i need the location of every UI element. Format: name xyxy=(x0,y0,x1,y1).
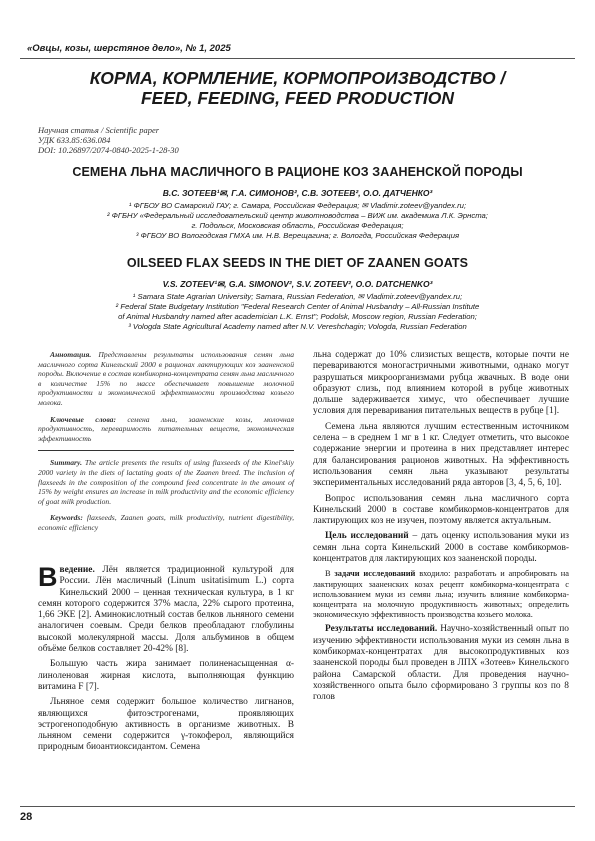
results-text: Научно-хозяйственный опыт по изучению эффективности использования муки из семян льна в комбикормах-концентратах для высокопродуктивных коз зааненской породы был проведен в ЛПХ «Зотеев» Кинельского района Самарской области. Для проведения научно-хозяйственного опыта было сформировано 3 группы коз по 8 голов xyxy=(313,624,569,703)
paragraph-selenium: Семена льна являются лучшим естественным источником селена – в среднем 1 мг в 1 кг. Следует отметить, что высокое содержание энергии и протеина в них представляет интерес для балансирования рационов животных. На эффективность использования семян льна указывают результаты экспериментальных исследований ряда авторов [3, 4, 5, 6, 10]. xyxy=(313,421,569,489)
paragraph-lignans: Льняное семя содержит большое количество лигнанов, являющихся фитоэстрогенами, проявляющих эстрогеноподобную активность в организме животных. В льняном семени содержится γ-токоферол, являющийся природным биоантиоксидантом. Семена xyxy=(38,697,294,753)
tasks-text: входило: разработать и апробировать на лактирующих зааненских козах рецепт комбикорма-концентрата с использованием муки из семян льна; изучить влияние комбикорма-концентрата на молочную продуктивность животных; определить экономическую эффективность производства козьего молока. xyxy=(313,569,569,620)
paragraph-mucus: льна содержат до 10% слизистых веществ, которые почти не перевариваются моногастричными животными, однако могут разрушаться микроорганизмами рубца жвачных. В воде они образуют слизь, под влиянием которой в рубце животных дольше задерживается химус, что обеспечивает лучшие условия для переваривания питательных веществ в рубце [1]. xyxy=(313,350,569,417)
article-meta xyxy=(38,125,179,155)
keywords-en-text: flaxseeds, Zaanen goats, milk productivity, nutrient digestibility, economic efficiency xyxy=(38,513,294,532)
intro-paragraph xyxy=(38,562,294,655)
abstract-block xyxy=(38,350,294,540)
affiliation-en-2a: ² Federal State Budgetary Institution "Federal Research Center of Animal Husbandry – All-Russian Institute xyxy=(115,302,480,311)
abstract-en-label: Summary. xyxy=(50,458,82,468)
keywords-en xyxy=(38,513,294,532)
affiliations-en xyxy=(30,292,565,332)
keywords-ru-text: семена льна, зааненские козы, молочная продуктивность, переваримость питательных веществ, экономическая эффективность xyxy=(38,414,294,443)
affiliation-ru-2a: ² ФГБНУ «Федеральный исследовательский центр животноводства – ВИЖ им. академика Л.К. Эрнста; xyxy=(107,211,488,220)
udk: УДК 633.85:636.084 xyxy=(38,135,111,145)
affiliation-ru-2b: г. Подольск, Московская область, Российская Федерация; xyxy=(191,221,404,230)
affiliation-en-3: ³ Vologda State Agricultural Academy named after N.V. Vereshchagin; Vologda, Russian Federation xyxy=(128,322,467,331)
body-column-left xyxy=(38,562,294,758)
authors-ru: В.С. ЗОТЕЕВ¹✉, Г.А. СИМОНОВ², С.В. ЗОТЕЕВ², О.О. ДАТЧЕНКО³ xyxy=(162,188,433,198)
authors-en: V.S. ZOTEEV¹✉, G.A. SIMONOV², S.V. ZOTEEV², O.O. DATCHENKO³ xyxy=(162,279,433,289)
paragraph-fatty-acids: Большую часть жира занимает полиненасыщенная α-линоленовая жирная кислота, выполняющая функцию витамина F [7]. xyxy=(38,659,294,692)
keywords-ru-label: Ключевые слова: xyxy=(50,414,116,424)
affiliation-ru-3: ³ ФГБОУ ВО Вологодская ГМХА им. Н.В. Верещагина; г. Вологда, Российская Федерация xyxy=(135,231,460,240)
tasks-prefix: В xyxy=(325,569,335,579)
paragraph-tasks xyxy=(313,569,569,620)
affiliation-en-2b: of Animal Husbandry named after academician L.K. Ernst"; Podolsk, Moscow region, Russian Federation; xyxy=(118,312,477,321)
doi: DOI: 10.26897/2074-0840-2025-1-28-30 xyxy=(38,145,179,155)
section-title-ru: КОРМА, КОРМЛЕНИЕ, КОРМОПРОИЗВОДСТВО / xyxy=(89,68,506,88)
footer-rule xyxy=(20,806,575,807)
affiliation-ru-1: ¹ ФГБОУ ВО Самарский ГАУ; г. Самара, Российская Федерация; ✉ Vladimir.zoteev@yandex.ru; xyxy=(128,201,467,210)
title-en: OILSEED FLAX SEEDS IN THE DIET OF ZAANEN GOATS xyxy=(126,256,469,270)
section-title xyxy=(20,68,575,108)
section-title-en: FEED, FEEDING, FEED PRODUCTION xyxy=(140,88,455,108)
abstract-divider xyxy=(38,450,294,451)
keywords-en-label: Keywords: xyxy=(50,513,83,523)
affiliation-en-1: ¹ Samara State Agrarian University; Samara, Russian Federation, ✉ Vladimir.zoteev@yandex.ru; xyxy=(132,292,463,301)
abstract-ru-text: Представлены результаты использования семян льна масличного сорта Кинельский 2000 в рационах лактирующих коз зааненской породы. Включение в состав комбикорма-концентрата семян льна масличного в количестве 15% по массе обеспечивает повышение молочной продуктивности и экономической эффективности производства козьего молока. xyxy=(38,350,294,407)
title-ru: СЕМЕНА ЛЬНА МАСЛИЧНОГО В РАЦИОНЕ КОЗ ЗААНЕНСКОЙ ПОРОДЫ xyxy=(72,165,523,179)
intro-text: Лён является традиционной культурой для России. Лён масличный (Linum usitatisimum L.) сорта Кинельский 2000 – ценная техническая культура, в 1 кг семян которого содержится 37% масла, 22% сырого протеина, 1,66 ЭКЕ [2]. Аминокислотный состав белков льняного семени аналогичен соевым. Среди белков преобладают глобулины высокой молекулярной массы. Доля альбуминов в общем объёме белков составляет 20-42% [8]. xyxy=(38,565,294,655)
article-type: Научная статья / Scientific paper xyxy=(38,125,160,135)
paragraph-results xyxy=(313,624,569,703)
goal-text: – дать оценку использования муки из семян льна сорта Кинельский 2000 в составе комбикормов-концентратов для лактирующих коз зааненской породы. xyxy=(313,531,570,565)
paragraph-goal xyxy=(313,531,569,565)
drop-cap: В xyxy=(38,562,58,592)
intro-heading: ведение. xyxy=(59,565,95,575)
paragraph-relevance: Вопрос использования семян льна масличного сорта Кинельский 2000 в составе комбикормов-концентратов для лактирующих коз не изучен, поэтому является актуальным. xyxy=(313,493,569,527)
abstract-ru-label: Аннотация. xyxy=(50,350,92,359)
journal-header: «Овцы, козы, шерстяное дело», № 1, 2025 xyxy=(27,43,231,54)
affiliations-ru xyxy=(30,201,565,241)
goal-heading: Цель исследований xyxy=(325,531,409,542)
abstract-ru xyxy=(38,350,294,408)
header-rule xyxy=(20,58,575,59)
tasks-heading: задачи исследований xyxy=(334,569,416,579)
abstract-en-text: The article presents the results of using flaxseeds of the Kinel'skiy 2000 variety in the diets of lactating goats of the Zaanen breed. The inclusion of flaxseeds in the composition of the compound feed concentrate in the amount of 15% by weight ensures an increase in milk productivity and the economic efficiency of goat milk production. xyxy=(38,458,294,506)
keywords-ru xyxy=(38,415,294,444)
results-heading: Результаты исследований. xyxy=(325,624,438,635)
page-number: 28 xyxy=(20,811,33,823)
body-column-right xyxy=(313,350,569,707)
abstract-en xyxy=(38,458,294,506)
